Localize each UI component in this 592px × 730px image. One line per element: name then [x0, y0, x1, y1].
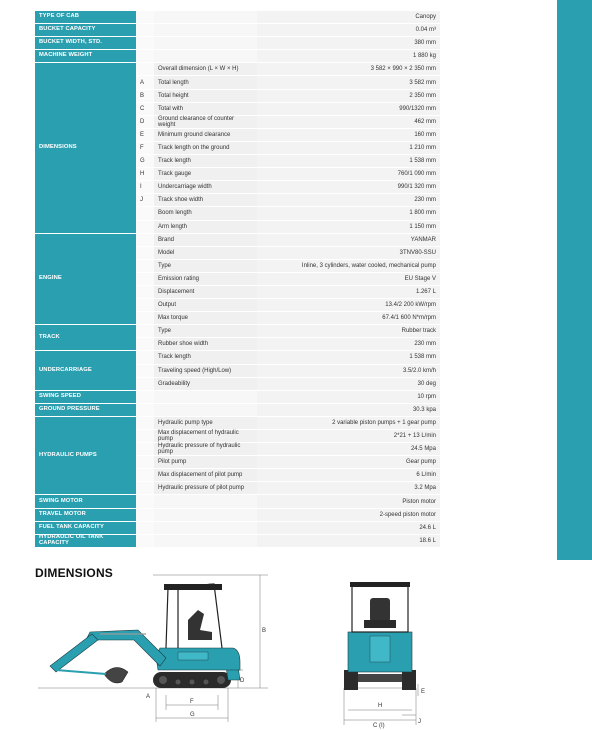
- spec-row: [35, 233, 440, 246]
- empty-cell: [136, 534, 154, 547]
- spec-value: Rubber track: [257, 325, 440, 338]
- spec-value: 1 210 mm: [257, 141, 440, 154]
- spec-value: 67.4/1 600 N*m/rpm: [257, 312, 440, 325]
- spec-row: [35, 11, 440, 24]
- category-label: TRACK: [35, 325, 136, 351]
- spec-row: [35, 63, 440, 76]
- spec-value: 380 mm: [257, 37, 440, 50]
- dimension-letter: [136, 325, 154, 338]
- spec-value: Inline, 3 cylinders, water cooled, mechanical pump: [257, 259, 440, 272]
- spec-label: Hydraulic pressure of hydraulic pump: [154, 443, 257, 456]
- category-label: MACHINE WEIGHT: [35, 50, 136, 63]
- spec-row: [35, 403, 440, 416]
- dim-label-a: A: [146, 694, 151, 700]
- dimension-letter: [136, 456, 154, 469]
- category-label: TRAVEL MOTOR: [35, 508, 136, 521]
- spec-row: [35, 50, 440, 63]
- spec-label: [154, 495, 257, 508]
- spec-label: Ground clearance of counter weight: [154, 115, 257, 128]
- dimension-letter: C: [136, 102, 154, 115]
- bucket: [104, 667, 128, 683]
- spec-value: 3 582 × 990 × 2 350 mm: [257, 63, 440, 76]
- spec-value: Piston motor: [257, 495, 440, 508]
- spec-label: Hydraulic pressure of pilot pump: [154, 482, 257, 495]
- spec-row: [35, 416, 440, 429]
- side-view-drawing: [28, 570, 278, 730]
- spec-label: [154, 403, 257, 416]
- empty-cell: [136, 50, 154, 63]
- left-track: [344, 670, 358, 690]
- spec-label: Total height: [154, 89, 257, 102]
- dim-label-h: H: [378, 703, 383, 709]
- empty-cell: [136, 24, 154, 37]
- dim-label-e: E: [421, 689, 426, 695]
- spec-value: 2*21 + 13 L/min: [257, 430, 440, 443]
- spec-value: 1 880 kg: [257, 50, 440, 63]
- spec-label: Track length on the ground: [154, 141, 257, 154]
- spec-label: Pilot pump: [154, 456, 257, 469]
- spec-value: 3TNV80-SSU: [257, 246, 440, 259]
- accent-stripe: [557, 0, 592, 560]
- spec-row: [35, 24, 440, 37]
- spec-value: 230 mm: [257, 338, 440, 351]
- spec-value: 3 582 mm: [257, 76, 440, 89]
- spec-label: Max torque: [154, 312, 257, 325]
- empty-cell: [136, 403, 154, 416]
- empty-cell: [136, 495, 154, 508]
- dim-label-c: C (I): [373, 723, 385, 729]
- dimension-letter: A: [136, 76, 154, 89]
- dim-label-g: G: [190, 712, 195, 718]
- spec-label: [154, 508, 257, 521]
- dimension-letter: [136, 443, 154, 456]
- spec-label: Max displacement of pilot pump: [154, 469, 257, 482]
- dimension-letter: J: [136, 194, 154, 207]
- spec-label: Type: [154, 325, 257, 338]
- category-label: BUCKET WIDTH, STD.: [35, 37, 136, 50]
- dimension-letter: I: [136, 181, 154, 194]
- dimension-letter: [136, 63, 154, 76]
- category-label: FUEL TANK CAPACITY: [35, 521, 136, 534]
- spec-value: 990/1 320 mm: [257, 181, 440, 194]
- spec-value: 3.5/2.0 km/h: [257, 364, 440, 377]
- spec-label: [154, 37, 257, 50]
- category-label: SWING MOTOR: [35, 495, 136, 508]
- spec-value: 1.267 L: [257, 285, 440, 298]
- front-view-drawing: [330, 570, 440, 730]
- spec-label: Minimum ground clearance: [154, 128, 257, 141]
- spec-label: Emission rating: [154, 272, 257, 285]
- dimension-letter: [136, 259, 154, 272]
- spec-label: Track length: [154, 351, 257, 364]
- spec-value: 1 150 mm: [257, 220, 440, 233]
- spec-label: Output: [154, 299, 257, 312]
- arm: [50, 634, 98, 672]
- category-label: TYPE OF CAB: [35, 11, 136, 24]
- spec-value: 24.6 L: [257, 521, 440, 534]
- spec-value: 1 800 mm: [257, 207, 440, 220]
- dimensions-section-title: DIMENSIONS: [35, 566, 114, 580]
- spec-label: [154, 534, 257, 547]
- spec-row: [35, 508, 440, 521]
- spec-value: 760/1 090 mm: [257, 168, 440, 181]
- spec-value: 462 mm: [257, 115, 440, 128]
- dimension-letter: [136, 299, 154, 312]
- empty-cell: [136, 521, 154, 534]
- spec-value: 2 350 mm: [257, 89, 440, 102]
- dimension-letter: [136, 233, 154, 246]
- spec-value: Canopy: [257, 11, 440, 24]
- spec-value: 1 538 mm: [257, 351, 440, 364]
- dimension-letter: [136, 351, 154, 364]
- spec-value: 10 rpm: [257, 390, 440, 403]
- spec-row: [35, 534, 440, 547]
- spec-row: [35, 495, 440, 508]
- spec-row: [35, 37, 440, 50]
- category-label: GROUND PRESSURE: [35, 403, 136, 416]
- dimension-letter: D: [136, 115, 154, 128]
- dimension-letter: [136, 312, 154, 325]
- dimension-letter: G: [136, 155, 154, 168]
- dimension-letter: [136, 469, 154, 482]
- dimension-letter: [136, 220, 154, 233]
- spec-table: [35, 11, 440, 548]
- dimension-letter: [136, 338, 154, 351]
- empty-cell: [136, 37, 154, 50]
- spec-value: 2 variable piston pumps + 1 gear pump: [257, 416, 440, 429]
- dimension-letter: [136, 272, 154, 285]
- empty-cell: [136, 508, 154, 521]
- spec-label: Gradeability: [154, 377, 257, 390]
- spec-value: 2-speed piston motor: [257, 508, 440, 521]
- spec-row: [35, 521, 440, 534]
- spec-value: 6 L/min: [257, 469, 440, 482]
- spec-label: Brand: [154, 233, 257, 246]
- category-label: BUCKET CAPACITY: [35, 24, 136, 37]
- category-label: ENGINE: [35, 233, 136, 325]
- spec-label: [154, 521, 257, 534]
- category-label: UNDERCARRIAGE: [35, 351, 136, 390]
- spec-label: Track shoe width: [154, 194, 257, 207]
- spec-row: [35, 390, 440, 403]
- spec-label: Model: [154, 246, 257, 259]
- dimension-letter: B: [136, 89, 154, 102]
- category-label: HYDRAULIC PUMPS: [35, 416, 136, 495]
- empty-cell: [136, 11, 154, 24]
- dimension-letter: [136, 246, 154, 259]
- dimension-letter: [136, 377, 154, 390]
- dimension-letter: [136, 430, 154, 443]
- dimension-letter: E: [136, 128, 154, 141]
- spec-row: [35, 325, 440, 338]
- spec-label: Track length: [154, 155, 257, 168]
- spec-value: 30 deg: [257, 377, 440, 390]
- dimension-letter: [136, 285, 154, 298]
- category-label: HYDRAULIC OIL TANK CAPACITY: [35, 534, 136, 547]
- spec-value: 990/1320 mm: [257, 102, 440, 115]
- dimension-letter: [136, 364, 154, 377]
- spec-label: Boom length: [154, 207, 257, 220]
- spec-value: 24.5 Mpa: [257, 443, 440, 456]
- spec-label: Overall dimension (L × W × H): [154, 63, 257, 76]
- dimension-letter: [136, 482, 154, 495]
- spec-value: 18.6 L: [257, 534, 440, 547]
- dim-label-d: D: [240, 678, 245, 684]
- dimension-letter: [136, 207, 154, 220]
- spec-label: Arm length: [154, 220, 257, 233]
- dim-label-b: B: [262, 628, 267, 634]
- spec-label: Total length: [154, 76, 257, 89]
- spec-value: YANMAR: [257, 233, 440, 246]
- spec-value: EU Stage V: [257, 272, 440, 285]
- spec-label: [154, 390, 257, 403]
- dim-label-f: F: [190, 699, 194, 705]
- spec-label: Rubber shoe width: [154, 338, 257, 351]
- spec-value: 30.3 kpa: [257, 403, 440, 416]
- empty-cell: [136, 390, 154, 403]
- dim-label-j: J: [418, 719, 421, 725]
- spec-label: [154, 50, 257, 63]
- spec-label: Track gauge: [154, 168, 257, 181]
- spec-label: Hydraulic pump type: [154, 416, 257, 429]
- spec-row: [35, 351, 440, 364]
- spec-value: 230 mm: [257, 194, 440, 207]
- spec-label: Max displacement of hydraulic pump: [154, 430, 257, 443]
- spec-value: 3.2 Mpa: [257, 482, 440, 495]
- dimension-letter: [136, 416, 154, 429]
- spec-label: Displacement: [154, 285, 257, 298]
- spec-label: Type: [154, 259, 257, 272]
- dimension-letter: F: [136, 141, 154, 154]
- category-label: SWING SPEED: [35, 390, 136, 403]
- spec-label: [154, 24, 257, 37]
- spec-value: Gear pump: [257, 456, 440, 469]
- spec-value: 1 538 mm: [257, 155, 440, 168]
- spec-value: 0.04 m³: [257, 24, 440, 37]
- spec-value: 13.4/2 200 kW/rpm: [257, 299, 440, 312]
- spec-label: Undercarriage width: [154, 181, 257, 194]
- right-track: [402, 670, 416, 690]
- spec-label: [154, 11, 257, 24]
- category-label: DIMENSIONS: [35, 63, 136, 233]
- spec-label: Traveling speed (High/Low): [154, 364, 257, 377]
- dimension-letter: H: [136, 168, 154, 181]
- spec-value: 160 mm: [257, 128, 440, 141]
- boom: [86, 630, 166, 666]
- spec-label: Total with: [154, 102, 257, 115]
